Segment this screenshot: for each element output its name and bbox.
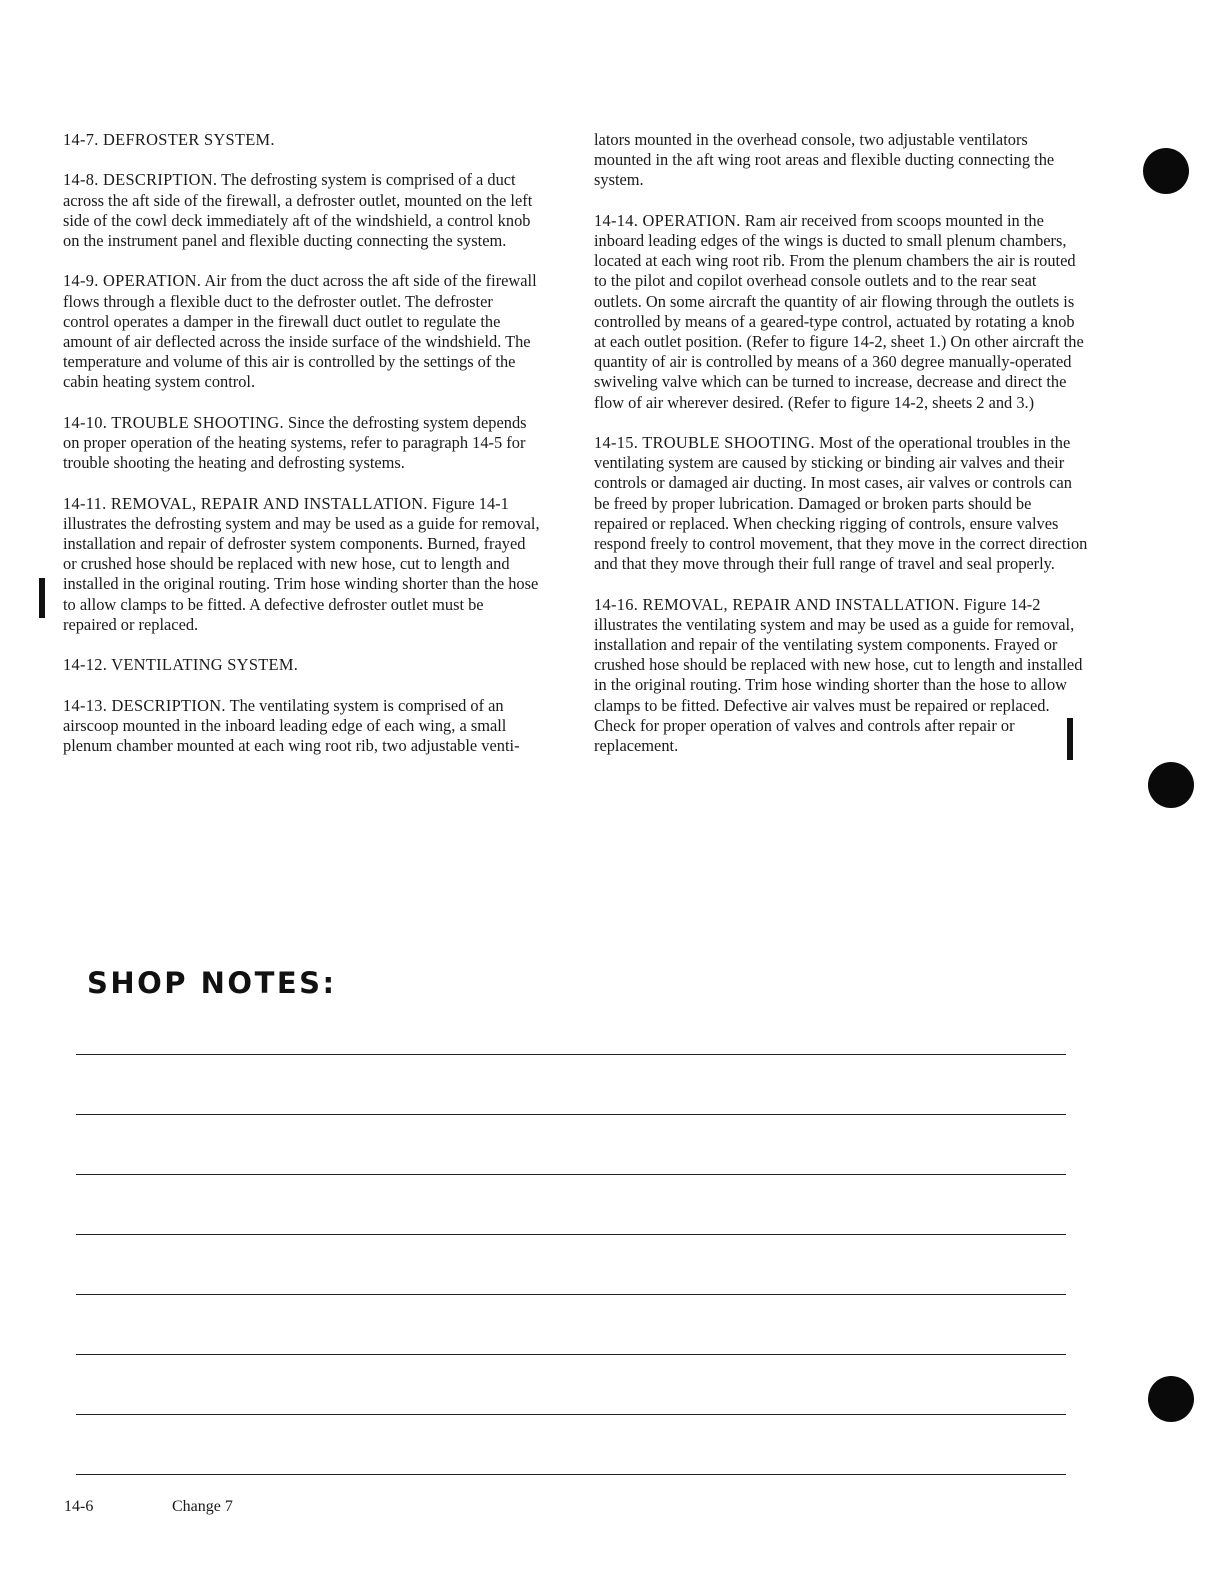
paragraph-text: Figure 14-2 illustrates the ventilating system and may be used as a guide for removal, installation and repair of the ventilating system components. Frayed or crushed hose should be replaced with new hose, cut to length and installed in the original routing. Trim hose winding shorter than the hose to allow clamps to be fitted. Defective air valves must be repaired or replaced. Check for proper operation of valves and controls after repair or replacement. bbox=[594, 594, 1083, 756]
paragraph-text: The defrosting system is comprised of a duct across the aft side of the firewall, a defroster outlet, mounted on the left side of the cowl deck immediately aft of the windshield, a control knob on the instrument panel and flexible ducting connecting the system. bbox=[63, 170, 533, 250]
paragraph bbox=[63, 494, 541, 635]
paragraph-text: Figure 14-1 illustrates the defrosting system and may be used as a guide for removal, installation and repair of defroster system components. Burned, frayed or crushed hose should be replaced with new hose, cut to length and installed in the original routing. Trim hose winding shorter than the hose to allow clamps to be fitted. A defective defroster outlet must be repaired or replaced. bbox=[63, 493, 540, 634]
note-line bbox=[76, 1474, 1066, 1475]
paragraph-text: The ventilating system is comprised of an airscoop mounted in the inboard leading edge of each wing, a small plenum chamber mounted at each wing root rib, two adjustable venti- bbox=[63, 695, 520, 755]
paragraph-heading: 14-8. DESCRIPTION. bbox=[63, 170, 218, 190]
right-column bbox=[594, 130, 1088, 776]
paragraph bbox=[63, 655, 541, 675]
paragraph-heading: 14-14. OPERATION. bbox=[594, 210, 741, 230]
note-line bbox=[76, 1234, 1066, 1235]
change-bar-right bbox=[1067, 718, 1073, 760]
paragraph-heading: 14-12. VENTILATING SYSTEM. bbox=[63, 655, 299, 675]
paragraph bbox=[594, 595, 1088, 757]
paragraph-heading: 14-11. REMOVAL, REPAIR AND INSTALLATION. bbox=[63, 493, 428, 513]
paragraph-text: Ram air received from scoops mounted in the inboard leading edges of the wings is ducted to small plenum chambers, located at each wing root rib. From the plenum chambers the air is routed to the pilot and copilot overhead console outlets and to the rear seat outlets. On some aircraft the quantity of air flowing through the outlets is controlled by means of a geared-type control, actuated by rotating a knob at each outlet position. (Refer to figure 14-2, sheet 1.) On other aircraft the quantity of air is controlled by means of a 360 degree manually-operated swiveling valve which can be turned to increase, decrease and direct the flow of air wherever desired. (Refer to figure 14-2, sheets 2 and 3.) bbox=[594, 210, 1084, 412]
change-bar-left bbox=[39, 578, 45, 618]
paragraph bbox=[63, 271, 541, 392]
note-line bbox=[76, 1114, 1066, 1115]
note-line bbox=[76, 1054, 1066, 1055]
note-line bbox=[76, 1354, 1066, 1355]
paragraph-heading: 14-13. DESCRIPTION. bbox=[63, 695, 226, 715]
paragraph bbox=[63, 413, 541, 474]
paragraph-text: Since the defrosting system depends on proper operation of the heating systems, refer to paragraph 14-5 for trouble shooting the heating and defrosting systems. bbox=[63, 412, 527, 473]
paragraph bbox=[594, 433, 1088, 574]
note-line bbox=[76, 1414, 1066, 1415]
page-number: 14-6 bbox=[64, 1498, 94, 1515]
shop-notes-title: SHOP NOTES: bbox=[87, 966, 337, 1000]
paragraph bbox=[63, 170, 541, 251]
left-column bbox=[63, 130, 541, 776]
paragraph-heading: 14-15. TROUBLE SHOOTING. bbox=[594, 433, 815, 453]
note-line bbox=[76, 1294, 1066, 1295]
paragraph bbox=[63, 696, 541, 757]
paragraph-text: Air from the duct across the aft side of the firewall flows through a flexible duct to the defroster outlet. The defroster control operates a damper in the firewall duct outlet to regulate the amount of air deflected across the inside surface of the windshield. The temperature and volume of this air is controlled by the settings of the cabin heating system control. bbox=[63, 271, 537, 392]
note-line bbox=[76, 1174, 1066, 1175]
punch-hole-top bbox=[1143, 148, 1189, 194]
paragraph bbox=[594, 211, 1088, 413]
punch-hole-middle bbox=[1148, 762, 1194, 808]
paragraph-heading: 14-10. TROUBLE SHOOTING. bbox=[63, 412, 284, 432]
paragraph bbox=[594, 130, 1088, 191]
paragraph-text: Most of the operational troubles in the ventilating system are caused by sticking or binding air valves and their controls or damaged air ducting. In most cases, air valves or controls can be freed by proper lubrication. Damaged or broken parts should be repaired or replaced. When checking rigging of controls, ensure valves respond freely to control movement, that they move in the correct direction and that they move through their full range of travel and seal properly. bbox=[594, 433, 1088, 574]
punch-hole-bottom bbox=[1148, 1376, 1194, 1422]
change-label: Change 7 bbox=[172, 1498, 233, 1515]
paragraph-heading: 14-7. DEFROSTER SYSTEM. bbox=[63, 130, 275, 149]
paragraph-heading: 14-9. OPERATION. bbox=[63, 271, 202, 291]
paragraph bbox=[63, 130, 541, 150]
paragraph-heading: 14-16. REMOVAL, REPAIR AND INSTALLATION. bbox=[594, 594, 960, 614]
paragraph-text: lators mounted in the overhead console, two adjustable ventilators mounted in the aft wing root areas and flexible ducting connecting the system. bbox=[594, 130, 1055, 190]
